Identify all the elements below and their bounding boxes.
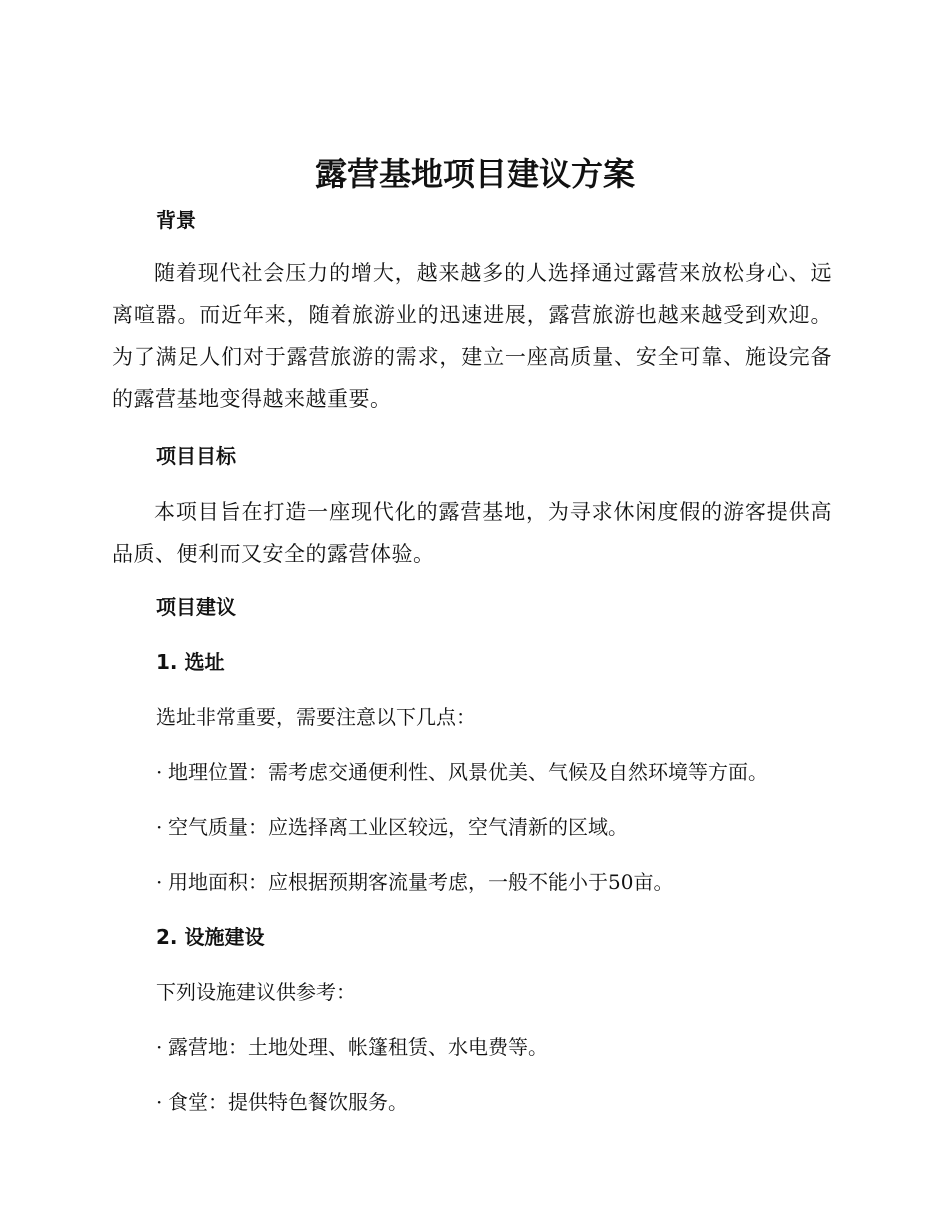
heading-background: 背景 — [156, 208, 196, 232]
facilities-intro: 下列设施建议供参考： — [156, 980, 356, 1004]
bullet-dot: · — [156, 760, 163, 784]
bullet-dot: · — [156, 815, 163, 839]
facilities-bullet-item — [156, 1087, 408, 1117]
site-bullet-item — [156, 867, 673, 897]
document-title: 露营基地项目建议方案 — [314, 155, 635, 193]
heading-goal: 项目目标 — [156, 444, 236, 468]
bullet-dot: · — [156, 1090, 163, 1114]
bullet-dot: · — [156, 1035, 163, 1059]
heading-facilities: 2. 设施建设 — [156, 925, 265, 949]
site-bullet-text: 空气质量：应选择离工业区较远，空气清新的区域。 — [168, 815, 628, 839]
facilities-bullet-text: 露营地：土地处理、帐篷租赁、水电费等。 — [168, 1035, 548, 1059]
bullet-dot: · — [156, 870, 163, 894]
paragraph-goal: 本项目旨在打造一座现代化的露营基地，为寻求休闲度假的游客提供高品质、便利而又安全的露营体验。 — [112, 500, 832, 566]
site-bullet-item — [156, 812, 628, 842]
heading-site-selection: 1. 选址 — [156, 650, 225, 674]
paragraph-background: 随着现代社会压力的增大，越来越多的人选择通过露营来放松身心、远离喧嚣。而近年来，随着旅游业的迅速进展，露营旅游也越来越受到欢迎。为了满足人们对于露营旅游的需求，建立一座高质量、安全可靠、施设完备的露营基地变得越来越重要。 — [112, 261, 832, 411]
facilities-bullet-item — [156, 1032, 548, 1062]
site-intro: 选址非常重要，需要注意以下几点： — [156, 705, 476, 729]
site-bullet-text: 地理位置：需考虑交通便利性、风景优美、气候及自然环境等方面。 — [168, 760, 768, 784]
facilities-bullet-text: 食堂：提供特色餐饮服务。 — [168, 1090, 408, 1114]
site-bullet-item — [156, 757, 768, 787]
heading-proposal: 项目建议 — [156, 595, 236, 619]
site-bullet-text: 用地面积：应根据预期客流量考虑，一般不能小于50亩。 — [168, 870, 674, 894]
